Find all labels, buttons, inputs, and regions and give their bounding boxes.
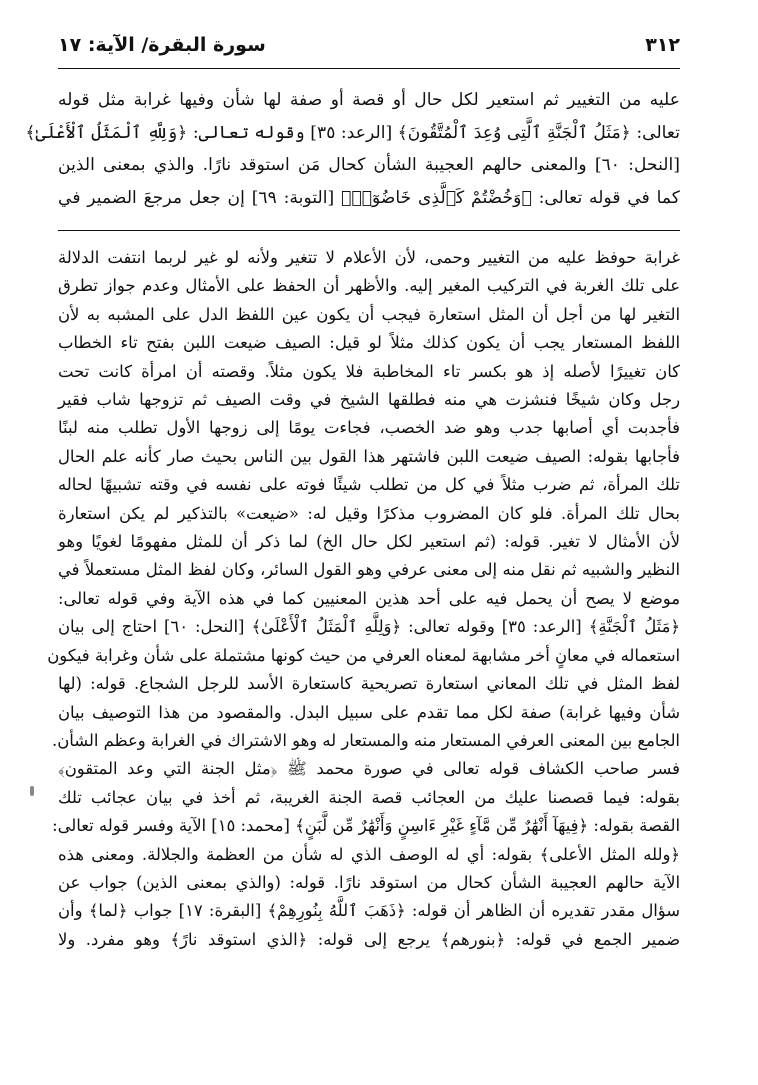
page-number: ٣١٢ [645,34,680,56]
text-line: استعماله في معانٍ أخر مشابهة لمعناه العرفي من حيث كونها مشتملة على شأن وغرابة فيكون [47,645,680,665]
text-line: لأن الأمثال لا تغير. قوله: (ثم استعير لكل حال الخ) لما ذكر أن للمثل مفهومًا لغويًا وهو [58,532,680,552]
text-line: رجل وكان شيخًا فنشزت هي منه فطلقها الشيخ في وقت الصيف ثم تزوجها شاب فقير [58,390,680,410]
text-line: تلك المرأة، ثم ضرب مثلاً في كل من تطلب شيئًا فوته على نفسه في وقته تشبيهًا لحاله [58,475,680,495]
text-line: فسر صاحب الكشاف قوله تعالى في صورة محمد ﷺ ﴿مثل الجنة التي وعد المتقون﴾ [58,759,680,779]
page-header [58,28,680,64]
text-line: بقوله: فيما قصصنا عليك من العجائب قصة الجنة الغريبة، ثم أخذ في بيان عجائب تلك [58,787,680,807]
text-line: الجامع بين المعنى العرفي المستعار منه والمستعار له وهو الاشتراك في الغرابة وعظم الشأن. [52,730,680,750]
text-line: اللفظ المستعار يجب أن يكون كذلك مثلاً لو قيل: الصيف ضيعت اللبن بفتح تاء الخطاب [58,333,680,353]
text-line: النظير والشبيه ثم نقل منه إلى معنى عرفي وهو القول السائر، وكان لفظ المثل مستعملاً في [58,560,680,580]
text-line: التغير لها من أجل أن المثل استعارة فيجب أن يكون عين اللفظ الدل على المشبه به لأن [58,304,680,324]
text-line: لفظ المثل في تلك المعاني استعارة تصريحية كاستعارة الأسد للرجل الشجاع. قوله: (لها [58,674,680,694]
text-line: شأن وفيها غرابة) صفة لكل مما تقدم على سبيل البدل. والمقصود من هذا التوصيف بيان [58,702,680,722]
text-line: القصة بقوله: ﴿فِيهَآ أَنْهَٰرٌ مِّن مَّآءٍ غَيْرِ ءَاسِنٍ وَأَنْهَٰرٌ مِّن لَّبَنٍ﴾ [محمد: ١٥] الآية وفسر قوله تعالى: [52,816,680,836]
main-text [25,84,680,214]
surah-title: سورة البقرة/ الآية: ١٧ [58,34,266,56]
commentary-text [47,244,680,954]
text-line: فأجابها بقوله: الصيف ضيعت اللبن فاشتهر هذا القول بين الناس بحيث صار كأنه علم الحال [58,446,680,466]
margin-mark [30,786,34,796]
text-line: على تلك الغربة في التركيب المغير إليه. والأظهر أن الحفظ على الأمثال وعدم جواز تطرق [58,276,680,296]
text-line: كما في قوله تعالى: ﴿وَخُضْتُمْ كَٱلَّذِى خَاضُوٓا۟﴾ [التوبة: ٦٩] إن جعل مرجعَ الضمير في [58,187,680,208]
text-line: غرابة حوفظ عليه من التغيير وحمى، لأن الأعلام لا تتغير ولأنه لو غير لربما انتفت الدلالة [58,248,680,267]
text-line: موضع لا يصح أن يحمل فيه على أحد هذين المعنيين كما في هذه الآية وفي قوله تعالى: [58,588,680,608]
text-line: فأجدبت أي أصابها جدب وهو ضد الخصب، فجاءت يومًا إلى زوجها الأول تطلب منه لبنًا [58,418,680,438]
footnote-separator [58,230,680,231]
text-line: [النحل: ٦٠] والمعنى حالهم العجيبة الشأن كحال مَن استوقد نارًا. والذي بمعنى الذين [58,155,680,175]
text-line: ﴿مَثَلُ ٱلْجَنَّةِ﴾ [الرعد: ٣٥] وقوله تعالى: ﴿وَلِلَّهِ ٱلْمَثَلُ ٱلْأَعْلَىٰ﴾ [النحل: ٦٠] احتاج إلى بيان [58,617,680,637]
text-line: ﴿ولله المثل الأعلى﴾ بقوله: أي له الوصف الذي له شأن من العظمة والجلالة. ومعنى هذه [58,844,680,864]
text-line: بحال تلك المرأة. فلو كان المضروب مذكرًا وقيل له: «ضيعت» بالتذكير لم يكن استعارة [58,503,680,523]
text-line: ضمير الجمع في قوله: ﴿بنورهم﴾ يرجع إلى قوله: ﴿الذي استوقد نارً﴾ وهو مفرد. ولا [58,929,680,949]
header-rule [58,68,680,69]
text-line: كان تغييرًا لأصله إذ هو بكسر تاء المخاطبة فلا يكون مثلاً. وقصته أن امرأة كانت تحت [58,361,680,381]
text-line: سؤال مقدر تقديره أن الظاهر أن قوله: ﴿ذَهَبَ ٱللَّهُ بِنُورِهِمْ﴾ [البقرة: ١٧] جواب ﴿لما﴾ وأن [58,901,680,921]
text-line: الآية حالهم العجيبة الشأن كحال من استوقد نارًا. قوله: (والذي بمعنى الذين) جواب عن [58,872,680,892]
text-line: تعالى: ﴿مَثَلُ ٱلْجَنَّةِ ٱلَّتِى وُعِدَ ٱلْمُتَّقُونَ﴾ [الرعد: ٣٥] وقوله تعالى: ﴿وَلِلَّهِ ٱلْمَثَلُ ٱلْأَعْلَىٰ﴾ [25,122,680,143]
text-line: عليه من التغيير ثم استعير لكل حال أو قصة أو صفة لها شأن وفيها غرابة مثل قوله [58,90,680,110]
